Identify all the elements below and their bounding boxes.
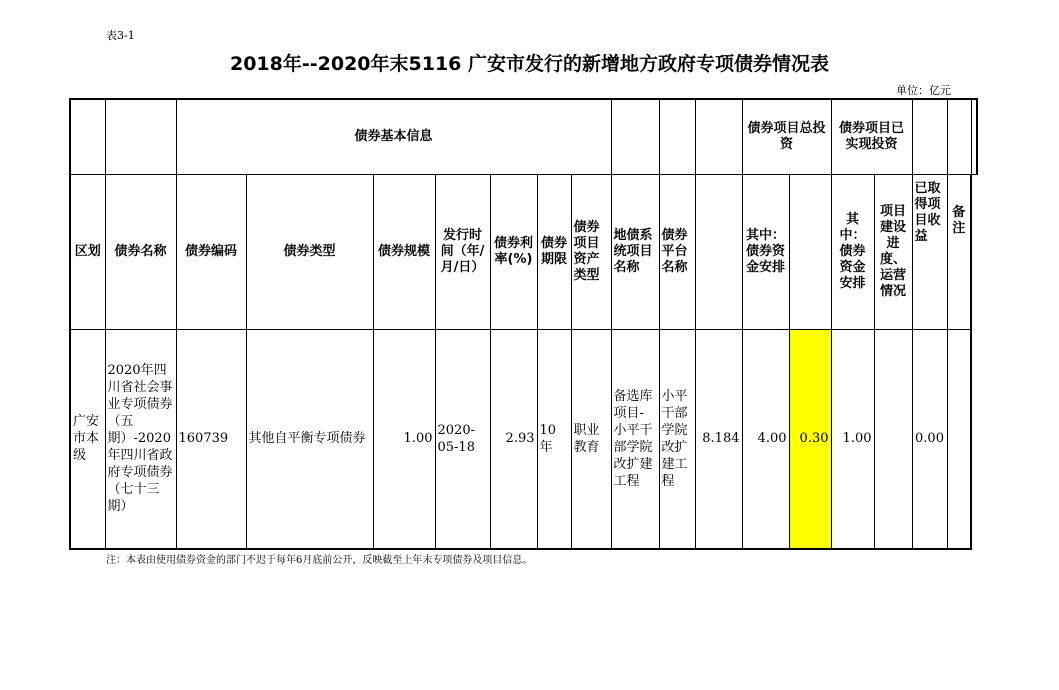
cell-realized-bond-funds: 1.00 bbox=[831, 329, 874, 549]
cell-bond-type: 其他自平衡专项债券 bbox=[246, 329, 373, 549]
header-bond-scale: 债券规模 bbox=[373, 174, 435, 329]
cell-issue-date: 2020-05-18 bbox=[435, 329, 490, 549]
header-bond-code: 债券编码 bbox=[176, 174, 246, 329]
cell-remark bbox=[947, 329, 971, 549]
cell-platform-name: 小平干部学院改扩建工程 bbox=[659, 329, 695, 549]
cell-total-invest: 8.184 bbox=[695, 329, 742, 549]
header-bond-name: 债券名称 bbox=[105, 174, 176, 329]
header-remark: 备注 bbox=[947, 174, 971, 329]
cell-bond-scale: 1.00 bbox=[373, 329, 435, 549]
cell-income: 0.00 bbox=[912, 329, 947, 549]
cell-total-bond-funds: 4.00 bbox=[742, 329, 789, 549]
header-group-realized-invest: 债券项目已实现投资 bbox=[831, 99, 912, 174]
header-blank-remark bbox=[971, 99, 977, 174]
cell-system-project: 备选库项目-小平干部学院改扩建工程 bbox=[611, 329, 659, 549]
header-blank-realized bbox=[789, 174, 831, 329]
cell-bond-name: 2020年四川省社会事业专项债券（五期）-2020年四川省政府专项债券（七十三期） bbox=[105, 329, 176, 549]
header-income: 已取得项目收益 bbox=[912, 174, 947, 329]
header-blank-progress bbox=[912, 99, 947, 174]
header-asset-type: 债券项目资产类型 bbox=[571, 174, 611, 329]
header-group-total-invest: 债券项目总投资 bbox=[742, 99, 831, 174]
cell-progress bbox=[874, 329, 912, 549]
header-district: 区划 bbox=[70, 174, 105, 329]
cell-bond-rate: 2.93 bbox=[490, 329, 537, 549]
bond-table bbox=[69, 98, 978, 550]
cell-realized-invest: 0.30 bbox=[789, 329, 831, 549]
header-blank-name bbox=[105, 99, 176, 174]
header-blank-district bbox=[70, 99, 105, 174]
header-issue-date: 发行时间（年/月/日） bbox=[435, 174, 490, 329]
cell-bond-term: 10年 bbox=[537, 329, 571, 549]
header-blank-income bbox=[947, 99, 971, 174]
header-bond-rate: 债券利率(%) bbox=[490, 174, 537, 329]
header-progress: 项目建设进度、运营情况 bbox=[874, 174, 912, 329]
cell-district: 广安市本级 bbox=[70, 329, 105, 549]
cell-asset-type: 职业教育 bbox=[571, 329, 611, 549]
header-blank-asset bbox=[611, 99, 659, 174]
page-title: 2018年--2020年末5116 广安市发行的新增地方政府专项债券情况表 bbox=[229, 53, 830, 75]
header-blank-system bbox=[659, 99, 695, 174]
header-realized-of-which: 其中：债券资金安排 bbox=[831, 174, 874, 329]
table-tag: 表3-1 bbox=[106, 29, 135, 42]
header-blank-total bbox=[695, 174, 742, 329]
header-system-project: 地债系统项目名称 bbox=[611, 174, 659, 329]
cell-bond-code: 160739 bbox=[176, 329, 246, 549]
unit-label: 单位：亿元 bbox=[896, 84, 951, 97]
header-blank-platform bbox=[695, 99, 742, 174]
header-bond-type: 债券类型 bbox=[246, 174, 373, 329]
header-bond-term: 债券期限 bbox=[537, 174, 571, 329]
header-total-of-which: 其中：债券资金安排 bbox=[742, 174, 789, 329]
header-platform-name: 债券平台名称 bbox=[659, 174, 695, 329]
header-group-basic: 债券基本信息 bbox=[176, 99, 611, 174]
footnote: 注：本表由使用债券资金的部门不迟于每年6月底前公开，反映截至上年末专项债券及项目信息。 bbox=[106, 555, 533, 566]
